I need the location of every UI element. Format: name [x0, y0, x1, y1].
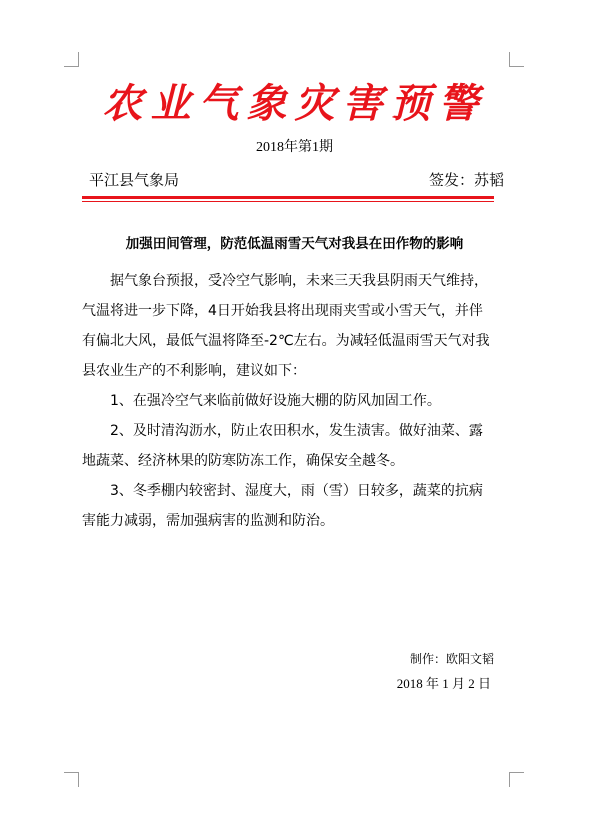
crop-mark-top-left: [64, 52, 79, 67]
headline: 加强田间管理，防范低温雨雪天气对我县在田作物的影响: [125, 236, 464, 252]
paragraph-item-2: 2、及时清沟沥水，防止农田积水，发生渍害。做好油菜、露地蔬菜、经济林果的防寒防冻工作，确保安全越冬。: [82, 423, 483, 469]
date: 2018 年 1 月 2 日: [396, 676, 491, 691]
issuing-office: 平江县气象局: [89, 171, 180, 189]
crop-mark-top-right: [509, 52, 524, 67]
red-rule-thin: [82, 201, 494, 202]
paragraph-item-3: 3、冬季棚内较密封、湿度大，雨（雪）日较多，蔬菜的抗病害能力减弱，需加强病害的监测和防治。: [82, 483, 483, 529]
red-rule-thick: [82, 196, 494, 199]
author: 制作：欧阳文韬: [409, 652, 494, 666]
paragraph-intro: 据气象台预报，受冷空气影响，未来三天我县阴雨天气维持，气温将进一步下降，4日开始我县将出现雨夹雪或小雪天气，并伴有偏北大风，最低气温将降至-2℃左右。为减轻低温雨雪天气对我县农业生产的不利影响，建议如下：: [82, 273, 490, 379]
crop-mark-bottom-right: [509, 772, 524, 787]
paragraph-item-1: 1、在强冷空气来临前做好设施大棚的防风加固工作。: [110, 393, 441, 409]
masthead-title: 农业气象灾害预警: [102, 80, 487, 127]
body-text: [82, 266, 494, 536]
issue-number: 2018年第1期: [256, 140, 333, 155]
signer: 签发：苏韬: [428, 171, 504, 189]
crop-mark-bottom-left: [64, 772, 79, 787]
